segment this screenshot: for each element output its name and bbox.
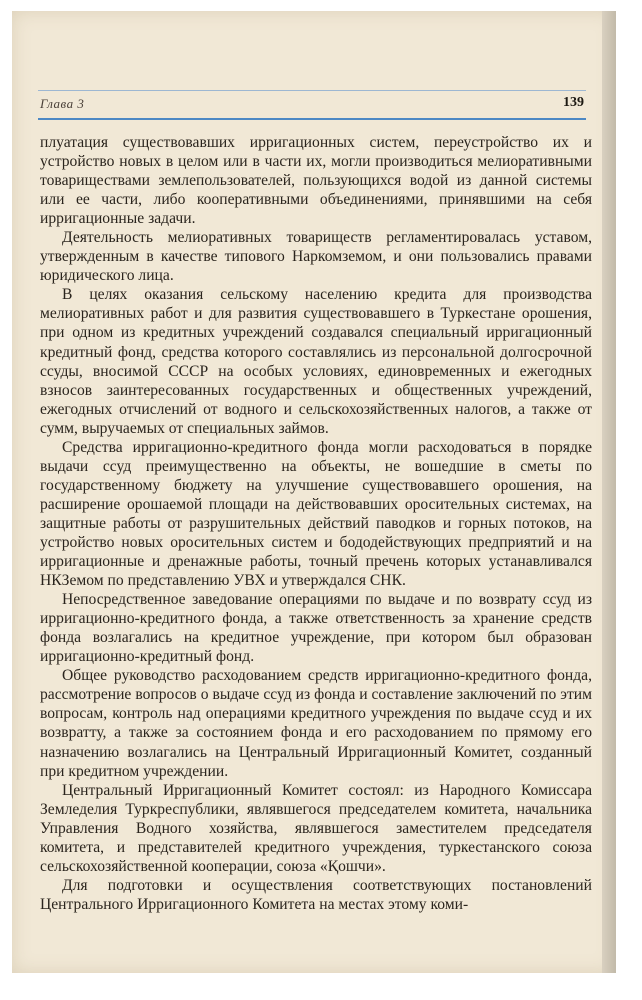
paragraph: Непосредственное заведование операциями по выдаче и по возврату ссуд из ирригационно-кредитного фонда, а также ответственность за хранение средств фонда возлагались на кредитное учреждение, при котором был образован ирригационно-кредитный фонд. — [40, 591, 592, 666]
paragraph: Для подготовки и осуществления соответствующих постановлений Центрального Ирригационного Комитета на местах этому коми- — [40, 876, 592, 913]
paragraph: Деятельность мелиоративных товариществ регламентировалась уставом, утвержденным в качестве типового Наркомземом, и они пользовались правами юридического лица. — [40, 229, 592, 285]
paragraph: Общее руководство расходованием средств ирригационно-кредитного фонда, рассмотрение вопросов о выдаче ссуд из фонда и составление заключений по этим вопросам, контроль над операциями кредитного учреждения по выдаче ссуд и их возвратту, а также за состоянием фонда и его расходованием по прямому его назначению возлагались на Центральный Ирригационный Комитет, созданный при кредитном учреждении. — [40, 667, 592, 780]
header-top-rule — [38, 90, 586, 91]
body-text — [40, 133, 592, 914]
paragraph: Центральный Ирригационный Комитет состоял: из Народного Комиссара Земледелия Туркреспублики, являвшегося председателем комитета, начальника Управления Водного хозяйства, являвшегося заместителем председателя комитета, и представителей кредитного учреждения, туркестанского союза сельскохозяйственной кооперации, союза «Қошчи». — [40, 781, 592, 875]
paragraph: плуатация существовавших ирригационных систем, переустройство их и устройство новых в целом или в части их, могли производиться мелиоративными товариществами землепользователей, пользующихся водой из данной системы или ее части, либо кооперативными объединениями, принявшими на себя ирригационные задачи. — [40, 134, 592, 228]
page-number: 139 — [563, 95, 584, 110]
chapter-title: Глава 3 — [40, 96, 85, 111]
header-rule — [38, 118, 586, 120]
paragraph: В целях оказания сельскому населению кредита для производства мелиоративных работ и для развития существовавшего в Туркестане орошения, при одном из кредитных учреждений создавался специальный ирригационный кредитный фонд, средства которого составлялись из персональной долгосрочной ссуды, вносимой СССР на особых условиях, единовременных и ежегодных взносов заинтересованных государственных и общественных учреждений, ежегодных отчислений от водного и сельскохозяйственных налогов, а также от сумм, выручаемых от специальных займов. — [40, 286, 592, 437]
paragraph: Средства ирригационно-кредитного фонда могли расходоваться в порядке выдачи ссуд преимущественно на объекты, не вошедшие в сметы по государственному бюджету на улучшение существовавшего орошения, на расширение орошаемой площади на действовавших оросительных системах, на защитные работы от разрушительных действий паводков и горных потоков, на устройство новых оросительных систем и бододействующих предприятий и на ирригационные и дренажные работы, точный пречень которых устанавливался НКЗемом по представлению УВХ и утверждался СНК. — [40, 438, 592, 590]
page-edge-shadow — [602, 11, 616, 973]
running-header — [40, 96, 584, 118]
